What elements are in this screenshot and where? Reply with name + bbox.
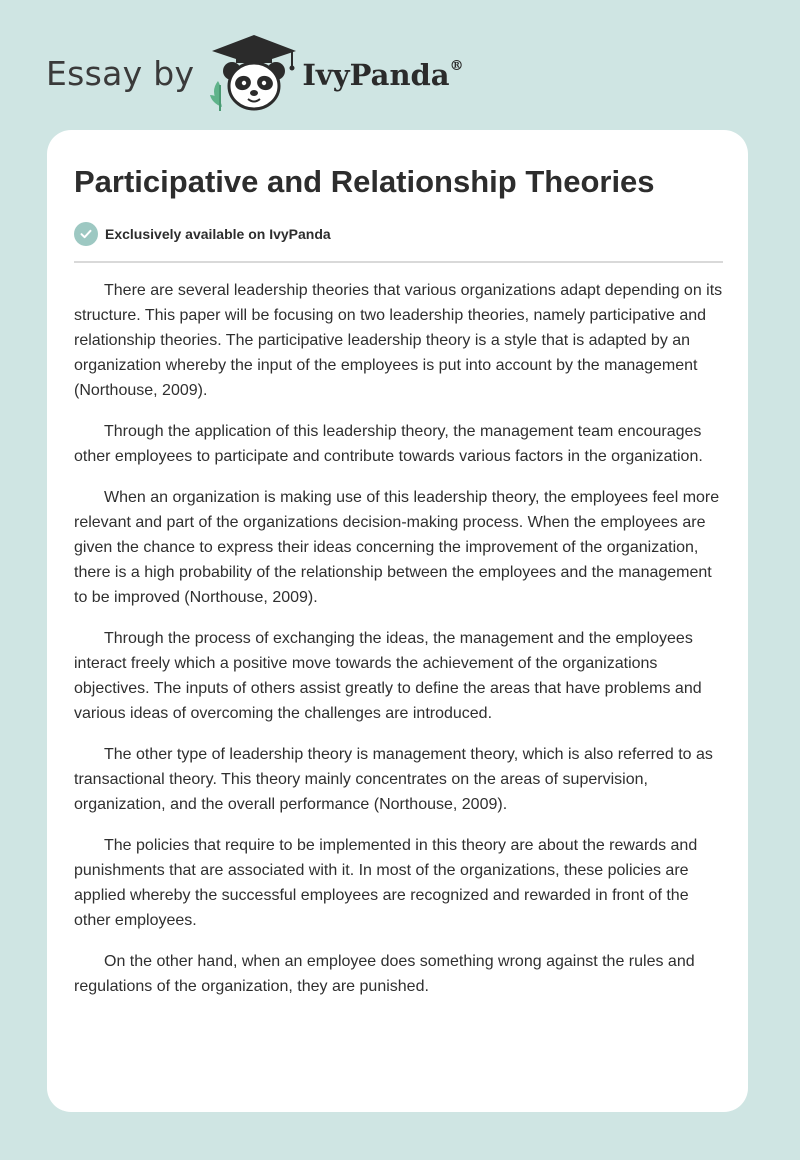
paragraph: Through the process of exchanging the ideas, the management and the employees interact freely which a positive move towards the achievement of the organizations objectives. The inputs of others assist greatly to define the areas that have problems and various ideas of overcoming the challenges are introduced.	[74, 630, 702, 722]
paragraph: The policies that require to be implemented in this theory are about the rewards and punishments that are associated with it. In most of the organizations, these policies are applied whereby the successful employees are recognized and rewarded in front of the other employees.	[74, 837, 698, 929]
brand-name-text: IvyPanda	[302, 58, 450, 92]
article-card	[47, 130, 748, 1112]
brand-name	[302, 58, 463, 92]
paragraph: There are several leadership theories that various organizations adapt depending on its structure. This paper will be focusing on two leadership theories, namely participative and relationship theories. The participative leadership theory is a style that is adapted by an organization whereby the input of the employees is put into account by the management (Northouse, 2009).	[74, 282, 723, 399]
exclusive-badge-label: Exclusively available on IvyPanda	[105, 226, 331, 242]
exclusive-badge	[74, 222, 331, 246]
essay-by-label: Essay by	[46, 53, 195, 93]
panda-logo-icon[interactable]	[208, 33, 300, 113]
paragraph: On the other hand, when an employee does something wrong against the rules and regulations of the organization, they are punished.	[74, 953, 695, 995]
title-divider	[74, 261, 723, 263]
paragraph: When an organization is making use of this leadership theory, the employees feel more relevant and part of the organizations decision-making process. When the employees are given the chance to express their ideas concerning the improvement of the organization, there is a high probability of the relationship between the employees and the management to be improved (Northouse, 2009).	[74, 489, 720, 606]
page-title: Participative and Relationship Theories	[74, 164, 655, 199]
article-body	[74, 278, 726, 1015]
site-header	[46, 30, 464, 116]
registered-mark: ®	[449, 58, 464, 75]
paragraph: The other type of leadership theory is management theory, which is also referred to as transactional theory. This theory mainly concentrates on the areas of supervision, organization, and the overall performance (Northouse, 2009).	[74, 746, 713, 813]
check-icon	[74, 222, 98, 246]
paragraph: Through the application of this leadership theory, the management team encourages other employees to participate and contribute towards various factors in the organization.	[74, 423, 703, 465]
